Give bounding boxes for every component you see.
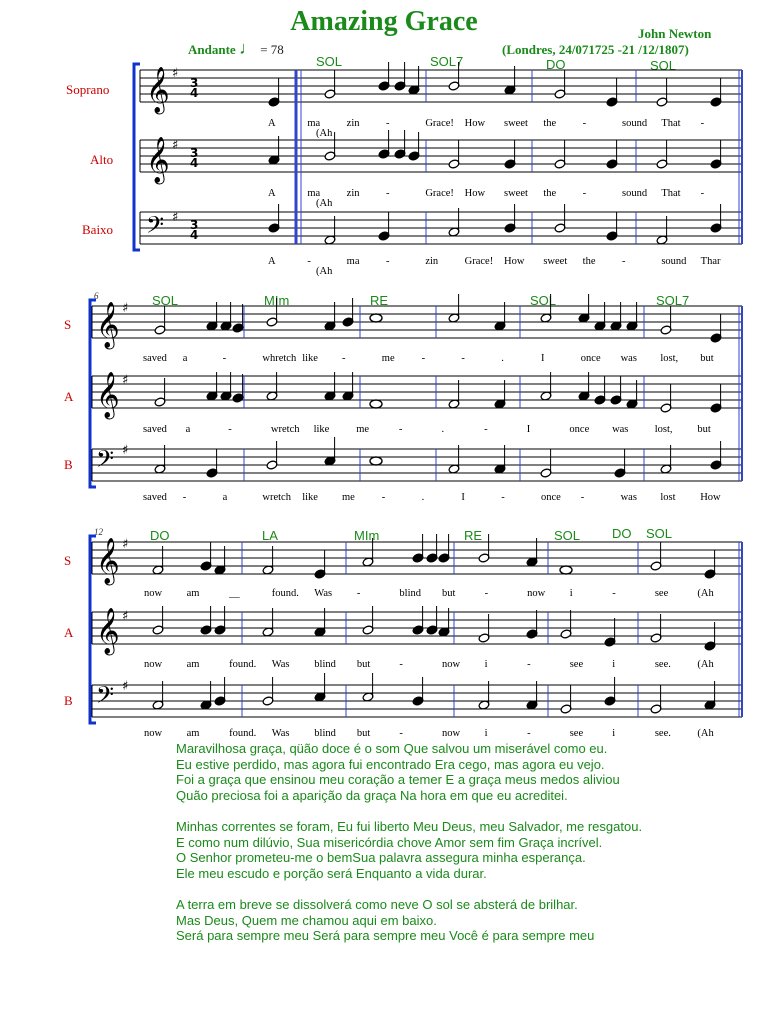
- voice-label-b: B: [64, 457, 73, 472]
- lyric-syllable: zin: [425, 256, 439, 267]
- lyric-syllable: me: [356, 424, 370, 435]
- verse-line: Quão preciosa foi a aparição da graça Na hora em que eu acreditei.: [176, 787, 568, 803]
- lyric-syllable: How: [504, 256, 525, 267]
- lyric-syllable: blind: [314, 659, 336, 670]
- verse-line: Foi a graça que ensinou meu coração a temer E a graça meus medos aliviou: [176, 772, 620, 787]
- lyric-syllable: -: [398, 424, 403, 435]
- lyric-syllable: zin: [346, 118, 360, 129]
- sharp-icon: ♯: [122, 443, 129, 458]
- lyric-syllable: wretch: [262, 492, 291, 503]
- lyric-syllable: That: [661, 188, 681, 199]
- lyric-syllable: A: [268, 118, 276, 129]
- lyric-syllable: -: [527, 659, 531, 670]
- lyric-syllable: saved: [143, 353, 167, 364]
- lyric-syllable: Was: [271, 659, 290, 670]
- bass-clef-icon: 𝄢: [96, 445, 115, 478]
- lyric-syllable: Grace!: [425, 188, 454, 199]
- verse-line: Ele meu escudo e porção será Enquanto a vida durar.: [176, 865, 487, 881]
- lyric-syllable: Thar: [700, 256, 721, 267]
- lyric-syllable: a: [182, 353, 188, 364]
- lyric-syllable: -: [461, 353, 465, 364]
- treble-clef-icon: 𝄞: [96, 372, 120, 418]
- lyric-syllable: ma: [307, 188, 321, 199]
- lyric-syllable: like: [302, 353, 318, 364]
- notehead: [560, 566, 572, 574]
- lyrics-verses: [176, 741, 642, 944]
- lyric-syllable: -: [182, 492, 187, 503]
- sharp-icon: ♯: [172, 210, 179, 225]
- chord-label: SOL7: [430, 54, 464, 69]
- notehead: [370, 314, 382, 322]
- lyric-syllable: me: [381, 353, 395, 364]
- voice-label-a: A: [64, 389, 74, 404]
- lyric-syllable: (Ah: [316, 198, 333, 209]
- treble-clef-icon: 𝄞: [146, 137, 170, 183]
- lyric-syllable: -: [700, 188, 705, 199]
- lyric-syllable: -: [356, 588, 361, 599]
- lyric-syllable: sound: [622, 118, 648, 129]
- lyric-syllable: A: [268, 188, 276, 199]
- lyric-syllable: see: [569, 659, 584, 670]
- lyric-syllable: but: [356, 659, 371, 670]
- voice-label-soprano: Soprano: [66, 82, 110, 97]
- system-bracket: [90, 300, 96, 487]
- time-signature: 3 4: [190, 146, 199, 170]
- lyric-syllable: (Ah: [697, 588, 714, 599]
- lyric-syllable: sound: [661, 256, 687, 267]
- lyric-syllable: wretch: [270, 424, 300, 435]
- verse-line: O Senhor prometeu-me o bemSua palavra assegura minha esperança.: [176, 850, 586, 865]
- chord-label: DO: [150, 528, 170, 543]
- chord-label: SOL: [530, 293, 557, 308]
- chord-label: SOL: [152, 293, 179, 308]
- lyric-syllable: Grace!: [464, 256, 494, 267]
- notehead: [370, 400, 382, 408]
- measure-number: 6: [94, 291, 99, 301]
- lyric-syllable: -: [484, 424, 488, 435]
- lyric-syllable: am: [186, 728, 200, 739]
- tempo-label: Andante: [188, 42, 236, 57]
- lyric-syllable: I: [526, 424, 531, 435]
- lyric-syllable: __: [229, 588, 240, 599]
- lyric-syllable: like: [302, 492, 318, 503]
- lyric-syllable: -: [399, 728, 403, 739]
- lyric-syllable: was: [612, 424, 629, 435]
- lyric-syllable: zin: [346, 188, 360, 199]
- lyric-syllable: Was: [271, 728, 290, 739]
- verse-line: Eu estive perdido, mas agora fui encontrado Era cego, mas agora eu vejo.: [176, 756, 605, 772]
- lyric-syllable: -: [386, 188, 390, 199]
- lyric-syllable: saved: [143, 424, 167, 435]
- lyric-syllable: the: [543, 118, 557, 129]
- lyric-syllable: sound: [622, 188, 648, 199]
- chord-label: RE: [370, 293, 389, 308]
- voice-label-a: A: [64, 625, 74, 640]
- lyric-syllable: see.: [654, 659, 671, 670]
- lyric-syllable: i: [484, 728, 488, 739]
- lyric-syllable: now: [442, 728, 461, 739]
- lyric-syllable: found.: [229, 659, 257, 670]
- chord-label: MIm: [354, 528, 380, 543]
- chord-label: DO: [612, 526, 632, 541]
- treble-clef-icon: 𝄞: [96, 302, 120, 348]
- voice-label-s: S: [64, 317, 72, 332]
- chord-label: SOL: [316, 54, 343, 69]
- composer-dates: (Londres, 24/071725 -21 /12/1807): [502, 42, 689, 57]
- chord-label: SOL: [650, 58, 677, 73]
- lyric-syllable: blind: [399, 588, 422, 599]
- lyric-syllable: -: [582, 188, 587, 199]
- bass-clef-icon: 𝄢: [146, 211, 165, 244]
- lyric-syllable: .: [421, 492, 425, 503]
- lyric-syllable: once: [541, 492, 561, 503]
- lyric-syllable: .: [501, 353, 504, 364]
- chord-label: DO: [546, 57, 566, 72]
- chord-label: SOL7: [656, 293, 690, 308]
- lyric-syllable: -: [421, 353, 426, 364]
- lyric-syllable: -: [386, 118, 390, 129]
- lyric-syllable: i: [612, 659, 616, 670]
- time-signature: 3 4: [190, 76, 199, 100]
- voice-label-b: B: [64, 693, 73, 708]
- lyric-syllable: now: [144, 588, 163, 599]
- composer-name: John Newton: [638, 26, 712, 41]
- lyric-syllable: the: [582, 256, 596, 267]
- lyric-syllable: found.: [271, 588, 299, 599]
- lyric-syllable: How: [700, 492, 721, 503]
- sharp-icon: ♯: [122, 301, 129, 316]
- verse-line: Maravilhosa graça, qüão doce é o som Que salvou um miserável como eu.: [176, 741, 608, 756]
- lyric-syllable: How: [464, 188, 486, 199]
- lyric-syllable: Grace!: [425, 118, 454, 129]
- sharp-icon: ♯: [172, 138, 179, 153]
- lyric-syllable: now: [442, 659, 461, 670]
- verse-line: Minhas correntes se foram, Eu fui liberto Meu Deus, meu Salvador, me resgatou.: [176, 819, 643, 834]
- verse-line: A terra em breve se dissolverá como neve O sol se absterá de brilhar.: [176, 897, 578, 912]
- time-signature: 3 4: [190, 218, 199, 242]
- system-bracket: [90, 536, 96, 723]
- lyric-syllable: .: [441, 424, 445, 435]
- sharp-icon: ♯: [122, 609, 129, 624]
- notehead: [370, 457, 382, 465]
- lyric-syllable: -: [381, 492, 386, 503]
- lyric-syllable: but: [356, 728, 371, 739]
- lyric-syllable: ma: [346, 256, 360, 267]
- lyric-syllable: blind: [314, 728, 336, 739]
- lyric-syllable: That: [661, 118, 681, 129]
- lyric-syllable: once: [569, 424, 590, 435]
- lyric-syllable: (Ah: [697, 659, 714, 670]
- lyric-syllable: I: [541, 353, 545, 364]
- lyric-syllable: sweet: [504, 118, 528, 129]
- verse-line: Mas Deus, Quem me chamou aqui em baixo.: [176, 912, 437, 928]
- lyric-syllable: now: [144, 659, 163, 670]
- bass-clef-icon: 𝄢: [96, 681, 115, 714]
- chord-label: LA: [262, 528, 278, 543]
- verse-line: E como num dilúvio, Sua misericórdia chove Amor sem fim Graça incrível.: [176, 834, 603, 850]
- lyric-syllable: A: [268, 256, 276, 267]
- lyric-syllable: -: [582, 118, 587, 129]
- chord-label: SOL: [646, 526, 673, 541]
- song-title: Amazing Grace: [290, 6, 478, 37]
- chord-label: SOL: [554, 528, 581, 543]
- lyric-syllable: lost,: [654, 424, 673, 435]
- lyric-syllable: -: [484, 588, 489, 599]
- lyric-syllable: -: [700, 118, 705, 129]
- chord-label: MIm: [264, 293, 290, 308]
- system-bracket: [134, 64, 140, 250]
- lyric-syllable: but: [442, 588, 456, 599]
- lyric-syllable: but: [700, 353, 714, 364]
- voice-label-alto: Alto: [90, 152, 114, 167]
- lyric-syllable: now: [527, 588, 546, 599]
- lyric-syllable: lost: [660, 492, 676, 503]
- lyric-syllable: i: [569, 588, 573, 599]
- treble-clef-icon: 𝄞: [96, 608, 120, 654]
- sharp-icon: ♯: [122, 373, 129, 388]
- sharp-icon: ♯: [122, 679, 129, 694]
- lyric-syllable: i: [612, 728, 616, 739]
- lyric-syllable: -: [580, 492, 585, 503]
- voice-label-baixo: Baixo: [82, 222, 114, 237]
- lyric-syllable: lost,: [660, 353, 679, 364]
- measure-number: 12: [94, 527, 103, 537]
- lyric-syllable: found.: [229, 728, 257, 739]
- tempo-value: = 78: [260, 42, 284, 57]
- lyric-syllable: -: [399, 659, 403, 670]
- lyric-syllable: a: [185, 424, 191, 435]
- lyric-syllable: (Ah: [316, 128, 333, 139]
- lyric-syllable: but: [697, 424, 711, 435]
- lyric-syllable: -: [386, 256, 390, 267]
- lyric-syllable: ma: [307, 118, 321, 129]
- lyric-syllable: am: [186, 659, 200, 670]
- lyric-syllable: the: [543, 188, 557, 199]
- treble-clef-icon: 𝄞: [96, 538, 120, 584]
- quarter-note-icon: ♩: [238, 38, 257, 58]
- verse-line: Será para sempre meu Será para sempre meu Você é para sempre meu: [176, 928, 595, 943]
- treble-clef-icon: 𝄞: [146, 67, 170, 113]
- lyric-syllable: sweet: [504, 188, 528, 199]
- sharp-icon: ♯: [172, 66, 179, 81]
- lyric-syllable: see.: [654, 728, 671, 739]
- lyric-syllable: -: [307, 256, 311, 267]
- lyric-syllable: -: [527, 728, 531, 739]
- lyric-syllable: me: [342, 492, 355, 503]
- lyric-syllable: -: [501, 492, 505, 503]
- lyric-syllable: like: [313, 424, 330, 435]
- lyric-syllable: -: [342, 353, 346, 364]
- lyric-syllable: once: [580, 353, 601, 364]
- lyric-syllable: now: [144, 728, 163, 739]
- lyric-syllable: see: [569, 728, 584, 739]
- lyric-syllable: -: [622, 256, 626, 267]
- barlines: [90, 64, 742, 723]
- lyric-syllable: i: [484, 659, 488, 670]
- lyric-syllable: (Ah: [697, 728, 714, 739]
- lyric-syllable: saved: [143, 492, 167, 503]
- lyric-syllable: -: [612, 588, 616, 599]
- lyric-syllable: am: [186, 588, 200, 599]
- lyric-syllable: whretch: [262, 353, 297, 364]
- lyric-syllable: (Ah: [316, 266, 333, 277]
- lyric-syllable: -: [222, 353, 227, 364]
- lyric-syllable: see: [654, 588, 669, 599]
- voice-label-s: S: [64, 553, 72, 568]
- lyric-syllable: Was: [314, 588, 333, 599]
- lyric-syllable: I: [461, 492, 465, 503]
- lyric-syllable: was: [620, 353, 637, 364]
- lyric-syllable: -: [228, 424, 232, 435]
- lyric-syllable: How: [464, 118, 486, 129]
- chord-label: RE: [464, 528, 483, 543]
- lyric-syllable: sweet: [543, 256, 568, 267]
- sharp-icon: ♯: [122, 537, 129, 552]
- lyric-syllable: a: [222, 492, 228, 503]
- lyric-syllable: was: [620, 492, 637, 503]
